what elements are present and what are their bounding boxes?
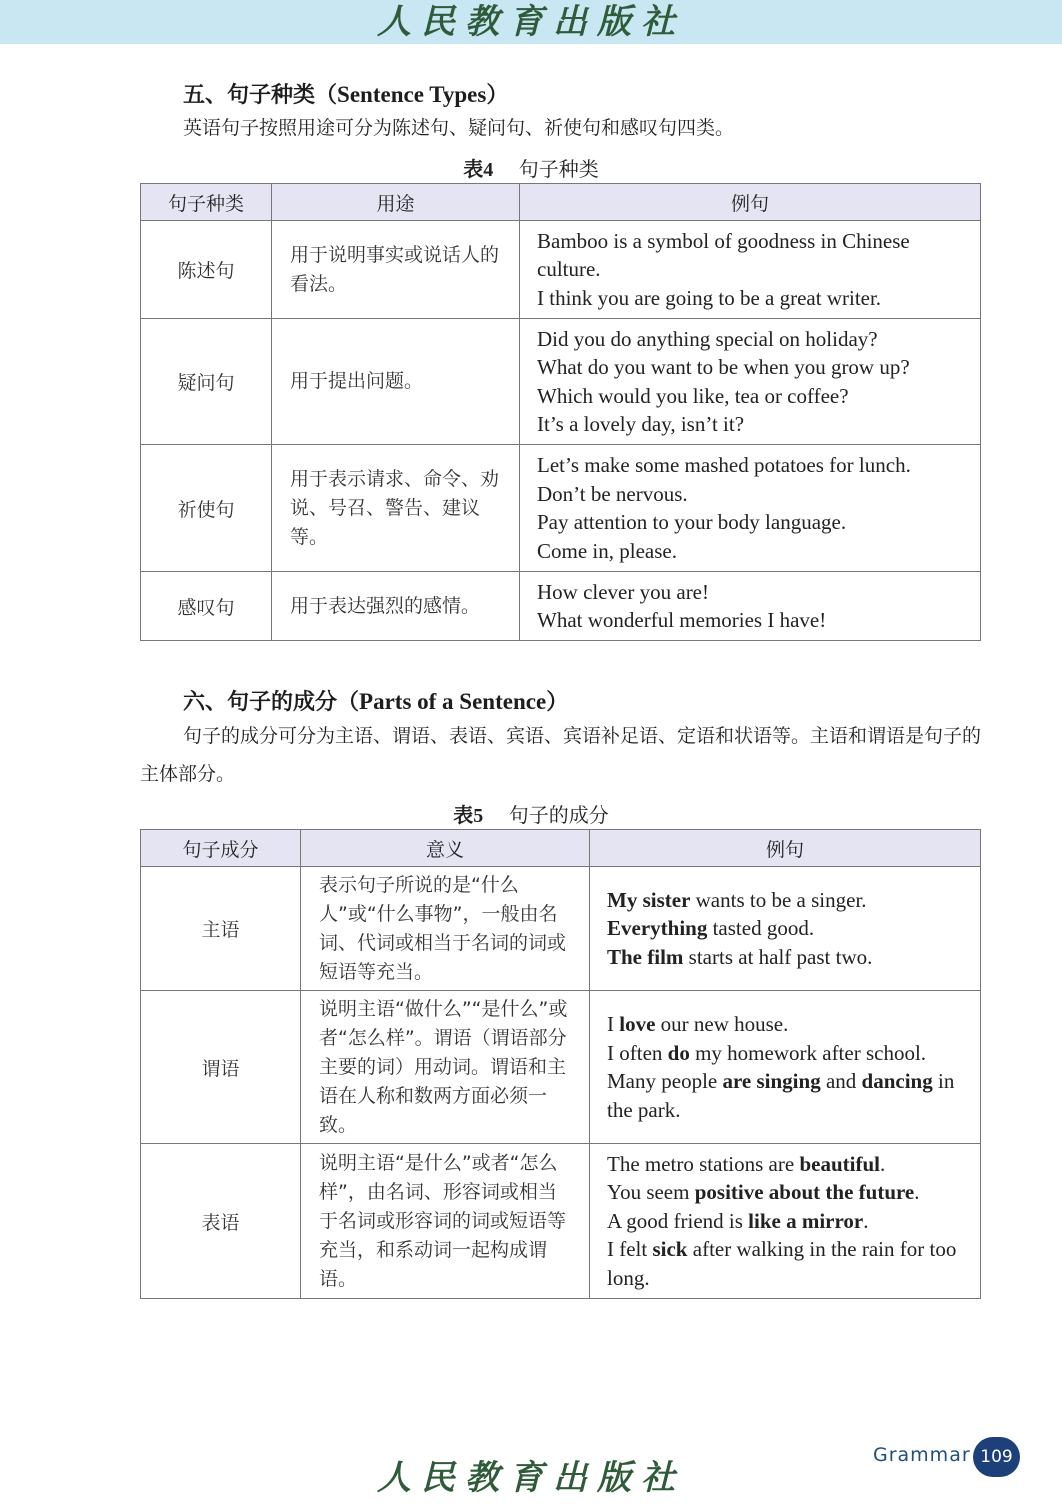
example-cell <box>520 319 981 445</box>
table5-caption-text: 句子的成分 <box>508 803 609 827</box>
part-meaning: 说明主语“做什么”“是什么”或者“怎么样”。谓语（谓语部分主要的词）用动词。谓语和主语在人称和数两方面必须一致。 <box>301 991 590 1144</box>
section5-intro: 英语句子按照用途可分为陈述句、疑问句、祈使句和感叹句四类。 <box>183 117 735 139</box>
page-number-badge: 109 <box>973 1437 1020 1477</box>
example-sentence: Bamboo is a symbol of goodness in Chinese culture. <box>537 228 910 282</box>
section5-heading <box>183 78 508 109</box>
example-sentence <box>607 1235 966 1292</box>
table-row <box>141 221 981 319</box>
table-row <box>141 319 981 445</box>
highlighted-sentence-part: dancing <box>861 1069 933 1093</box>
example-sentence <box>607 1178 966 1207</box>
table4-caption-number: 表4 <box>463 159 494 181</box>
table4-sentence-types <box>140 183 981 641</box>
sentence-part: 表语 <box>141 1144 301 1299</box>
table4-caption <box>0 153 1062 182</box>
table4-header-kind: 句子种类 <box>141 184 272 221</box>
example-sentence <box>607 1067 966 1124</box>
publisher-logo-top: 人民教育出版社 <box>377 2 685 42</box>
sentence-kind: 陈述句 <box>141 221 272 319</box>
sentence-text: . <box>879 1151 886 1176</box>
sentence-text: I often <box>607 1040 668 1065</box>
section6-heading-cn: 六、句子的成分 <box>183 689 338 715</box>
table4-header-row <box>141 184 981 221</box>
sentence-kind: 感叹句 <box>141 572 272 641</box>
sentence-use: 用于表达强烈的感情。 <box>272 572 520 641</box>
table-row <box>141 991 981 1144</box>
sentence-text: Many people <box>607 1069 723 1093</box>
example-cell <box>520 445 981 572</box>
table-row <box>141 445 981 572</box>
sentence-text: my homework after school. <box>689 1040 927 1065</box>
example-sentence: What do you want to be when you grow up? <box>537 355 910 379</box>
section6-intro: 句子的成分可分为主语、谓语、表语、宾语、宾语补足语、定语和状语等。主语和谓语是句子的主体部分。 <box>140 725 982 785</box>
sentence-text: A good friend is <box>607 1208 749 1233</box>
example-sentence: Don’t be nervous. <box>537 481 688 506</box>
example-sentence: How clever you are! <box>537 579 709 604</box>
table4-caption-text: 句子种类 <box>518 157 599 181</box>
table5-header-example: 例句 <box>590 830 981 867</box>
example-cell <box>520 221 981 319</box>
example-sentence <box>607 943 966 972</box>
highlighted-sentence-part: sick <box>652 1237 688 1262</box>
table-row <box>141 1144 981 1299</box>
table4-header-use: 用途 <box>272 184 520 221</box>
example-sentence <box>607 914 966 943</box>
sentence-text: You seem <box>607 1180 695 1205</box>
section6-heading-en: Parts of a Sentence <box>359 689 547 714</box>
example-sentence: Did you do anything special on holiday? <box>537 326 878 351</box>
table4-header-example: 例句 <box>520 184 981 221</box>
sentence-part: 主语 <box>141 867 301 991</box>
example-cell <box>590 991 981 1144</box>
table5-caption <box>0 799 1062 828</box>
table5-sentence-parts <box>140 829 981 1299</box>
example-sentence: I think you are going to be a great writer. <box>537 285 882 310</box>
part-meaning: 表示句子所说的是“什么人”或“什么事物”，一般由名词、代词或相当于名词的词或短语等充当。 <box>301 867 590 991</box>
example-sentence <box>607 1039 966 1068</box>
example-sentence: What wonderful memories I have! <box>537 608 827 632</box>
highlighted-sentence-part: are singing <box>722 1069 821 1093</box>
example-sentence <box>607 1207 966 1236</box>
table5-caption-number: 表5 <box>453 805 484 827</box>
highlighted-sentence-part: positive about the future <box>694 1180 915 1205</box>
example-sentence: Come in, please. <box>537 538 677 563</box>
sentence-part: 谓语 <box>141 991 301 1144</box>
sentence-use: 用于表示请求、命令、劝说、号召、警告、建议等。 <box>272 445 520 572</box>
section6-heading-paren-close: ） <box>546 689 569 715</box>
sentence-text: I felt <box>607 1237 653 1262</box>
example-sentence <box>607 1010 966 1039</box>
section5-heading-en: Sentence Types <box>337 82 487 107</box>
sentence-text: after walking in the rain for too long. <box>607 1237 957 1290</box>
table-row <box>141 867 981 991</box>
section5-heading-paren-open: （ <box>315 82 338 108</box>
table5-header-meaning: 意义 <box>301 830 590 867</box>
example-sentence: Let’s make some mashed potatoes for lunch. <box>537 453 911 477</box>
highlighted-sentence-part: love <box>619 1012 656 1036</box>
example-cell <box>590 1144 981 1299</box>
part-meaning: 说明主语“是什么”或者“怎么样”，由名词、形容词或相当于名词或形容词的词或短语等充当，和系动词一起构成谓语。 <box>301 1144 590 1299</box>
example-sentence: It’s a lovely day, isn’t it? <box>537 412 745 436</box>
sentence-use: 用于提出问题。 <box>272 319 520 445</box>
publisher-logo-bottom: 人民教育出版社 <box>377 1458 685 1498</box>
table5-header-part: 句子成分 <box>141 830 301 867</box>
example-sentence: Which would you like, tea or coffee? <box>537 383 849 408</box>
section6-heading <box>183 685 568 716</box>
highlighted-sentence-part: Everything <box>607 916 708 941</box>
section5-heading-paren-close: ） <box>486 82 509 108</box>
sentence-use: 用于说明事实或说话人的看法。 <box>272 221 520 319</box>
example-sentence: Pay attention to your body language. <box>537 510 847 534</box>
sentence-text: . <box>914 1180 920 1205</box>
sentence-kind: 疑问句 <box>141 319 272 445</box>
sentence-text: and <box>820 1069 862 1093</box>
highlighted-sentence-part: The film <box>607 944 684 969</box>
section5-heading-cn: 五、句子种类 <box>183 82 316 108</box>
sentence-text: starts at half past two. <box>683 944 873 969</box>
sentence-text: in the park. <box>607 1069 955 1122</box>
sentence-text: I <box>607 1012 620 1036</box>
highlighted-sentence-part: do <box>667 1040 690 1065</box>
example-cell <box>520 572 981 641</box>
sentence-text: . <box>863 1208 869 1233</box>
sentence-text: tasted good. <box>707 916 815 941</box>
example-cell <box>590 867 981 991</box>
footer-section-label: Grammar <box>873 1444 971 1466</box>
highlighted-sentence-part: beautiful <box>799 1151 880 1176</box>
highlighted-sentence-part: like a mirror <box>748 1208 864 1233</box>
table5-header-row <box>141 830 981 867</box>
highlighted-sentence-part: My sister <box>607 887 691 912</box>
sentence-text: our new house. <box>655 1012 789 1036</box>
sentence-kind: 祈使句 <box>141 445 272 572</box>
section6-heading-paren-open: （ <box>337 689 360 715</box>
sentence-text: wants to be a singer. <box>690 887 867 912</box>
table-row <box>141 572 981 641</box>
example-sentence <box>607 886 966 915</box>
example-sentence <box>607 1150 966 1179</box>
sentence-text: The metro stations are <box>607 1151 800 1176</box>
